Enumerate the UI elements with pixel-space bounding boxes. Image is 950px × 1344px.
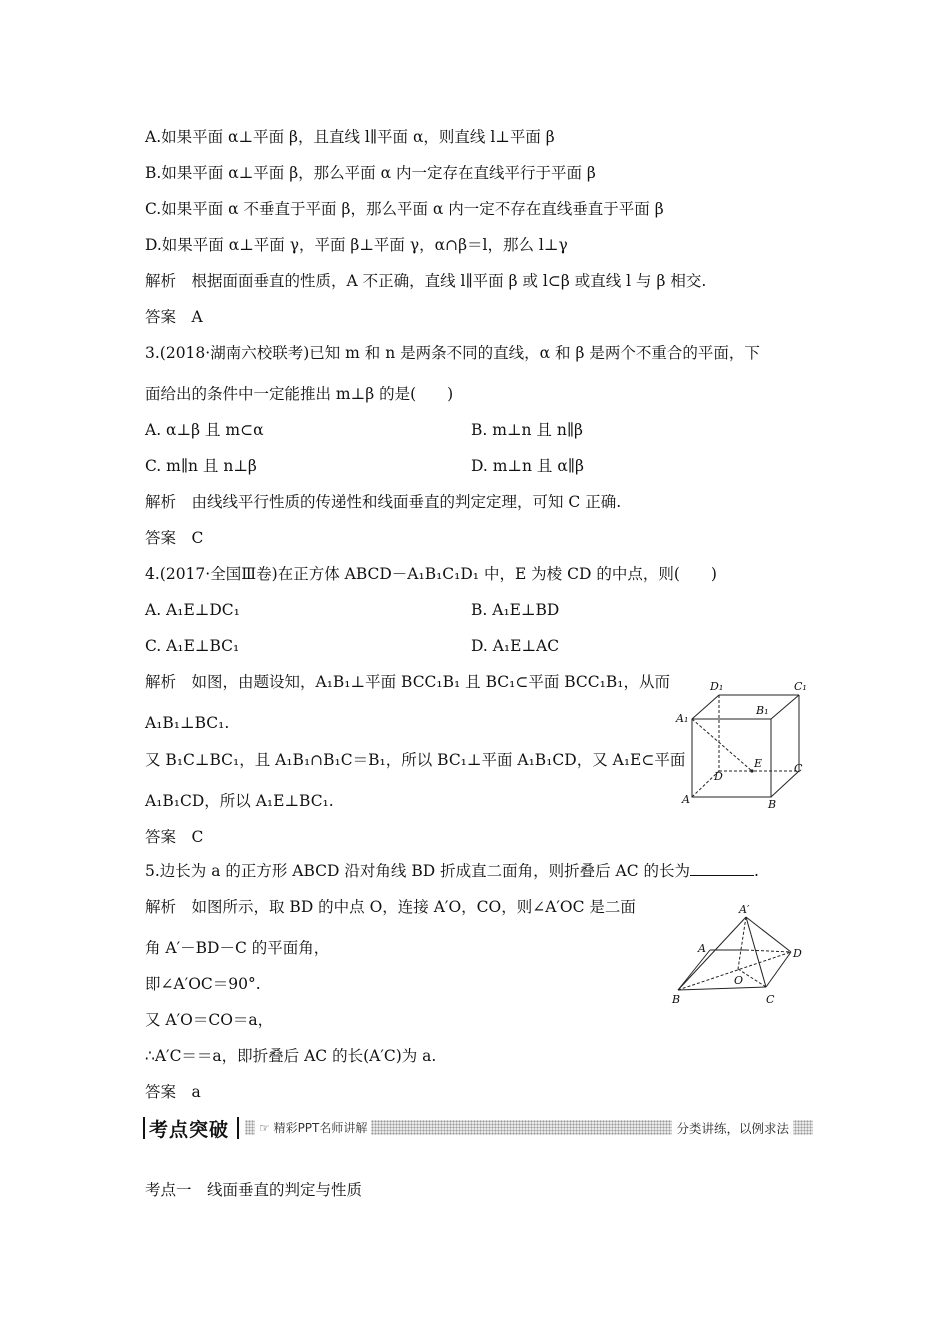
label-c-fold: C bbox=[766, 993, 775, 1006]
label-b: B bbox=[768, 798, 777, 809]
q3-answer: 答案 C bbox=[145, 529, 204, 547]
label-a1: A₁ bbox=[676, 712, 689, 725]
q4-analysis-line1: 解析 如图，由题设知，A₁B₁⊥平面 BCC₁B₁ 且 BC₁⊂平面 BCC₁B₁，从而 bbox=[145, 673, 670, 691]
q5-answer: 答案 a bbox=[145, 1083, 201, 1101]
edge-bc bbox=[678, 987, 766, 990]
cube-edge-a1d1 bbox=[692, 695, 719, 719]
q3-stem-line1: 3.(2018·湖南六校联考)已知 m 和 n 是两条不同的直线，α 和 β 是两个不重合的平面，下 bbox=[145, 344, 760, 362]
label-e: E bbox=[754, 757, 763, 770]
answer-blank bbox=[690, 861, 754, 876]
q5-analysis-line4: 又 A′O＝CO＝a， bbox=[145, 1011, 274, 1029]
q3-option-d: D. m⊥n 且 α∥β bbox=[471, 457, 584, 475]
band-right-text: 分类讲练，以例求法 bbox=[672, 1119, 793, 1137]
q3-option-b: B. m⊥n 且 n∥β bbox=[471, 421, 583, 439]
cube-hidden-a1e bbox=[692, 719, 752, 771]
edge-cd bbox=[766, 952, 791, 987]
q4-analysis-line3: 又 B₁C⊥BC₁，且 A₁B₁∩B₁C＝B₁，所以 BC₁⊥平面 A₁B₁CD，又 A₁E⊂平面 bbox=[145, 751, 686, 769]
cube-figure bbox=[672, 677, 812, 809]
label-b-fold: B bbox=[672, 993, 681, 1006]
q3-stem-line2: 面给出的条件中一定能推出 m⊥β 的是( ) bbox=[145, 385, 454, 403]
q3-option-a: A. α⊥β 且 m⊂α bbox=[145, 421, 264, 439]
q2-option-d: D.如果平面 α⊥平面 γ，平面 β⊥平面 γ，α∩β＝l，那么 l⊥γ bbox=[145, 236, 568, 254]
cube-edge-b1c1 bbox=[771, 695, 799, 719]
label-a-prime: A′ bbox=[739, 903, 750, 916]
edge-apc bbox=[746, 917, 766, 987]
section-heading: 考点一 线面垂直的判定与性质 bbox=[145, 1181, 363, 1199]
q5-analysis-line2: 角 A′－BD－C 的平面角， bbox=[145, 939, 330, 957]
label-c: C bbox=[794, 762, 803, 775]
band-divider bbox=[237, 1117, 239, 1139]
q2-option-c: C.如果平面 α 不垂直于平面 β，那么平面 α 内一定不存在直线垂直于平面 β bbox=[145, 200, 664, 218]
q3-option-c: C. m∥n 且 n⊥β bbox=[145, 457, 257, 475]
q5-analysis-line3: 即∠A′OC＝90°. bbox=[145, 975, 261, 993]
label-d1: D₁ bbox=[710, 680, 724, 693]
hidden-ad bbox=[746, 950, 791, 952]
label-a-fold: A bbox=[698, 942, 706, 955]
section-band bbox=[145, 1114, 813, 1142]
folded-square-figure bbox=[668, 902, 810, 1010]
q2-answer: 答案 A bbox=[145, 308, 203, 326]
q4-option-d: D. A₁E⊥AC bbox=[471, 637, 560, 655]
q4-option-b: B. A₁E⊥BD bbox=[471, 601, 560, 619]
q2-option-b: B.如果平面 α⊥平面 β，那么平面 α 内一定存在直线平行于平面 β bbox=[145, 164, 596, 182]
q3-analysis: 解析 由线线平行性质的传递性和线面垂直的判定定理，可知 C 正确. bbox=[145, 493, 622, 511]
q2-analysis: 解析 根据面面垂直的性质，A 不正确，直线 l∥平面 β 或 l⊂β 或直线 l 与 β 相交. bbox=[145, 272, 707, 290]
q2-option-a: A.如果平面 α⊥平面 β，且直线 l∥平面 α，则直线 l⊥平面 β bbox=[145, 128, 555, 146]
label-d: D bbox=[714, 770, 723, 783]
section-band-title: 考点突破 bbox=[149, 1119, 230, 1141]
q4-analysis-line2: A₁B₁⊥BC₁. bbox=[145, 714, 230, 732]
label-d-fold: D bbox=[793, 947, 802, 960]
q4-option-c: C. A₁E⊥BC₁ bbox=[145, 637, 240, 655]
q5-stem-end: . bbox=[753, 862, 759, 880]
band-left-text: ☞ 精彩PPT名师讲解 bbox=[255, 1119, 371, 1136]
q4-answer: 答案 C bbox=[145, 828, 204, 846]
band-left-divider bbox=[143, 1117, 145, 1139]
q5-analysis-line5: ∴A′C＝＝a，即折叠后 AC 的长(A′C)为 a. bbox=[145, 1047, 437, 1065]
q4-stem: 4.(2017·全国Ⅲ卷)在正方体 ABCD－A₁B₁C₁D₁ 中，E 为棱 CD 的中点，则( ) bbox=[145, 565, 717, 583]
label-a: A bbox=[682, 793, 690, 806]
label-c1: C₁ bbox=[794, 680, 807, 693]
q5-stem bbox=[145, 861, 759, 881]
q4-analysis-line4: A₁B₁CD，所以 A₁E⊥BC₁. bbox=[145, 792, 334, 810]
q4-option-a: A. A₁E⊥DC₁ bbox=[145, 601, 240, 619]
q5-analysis-line1: 解析 如图所示，取 BD 的中点 O，连接 A′O，CO，则∠A′OC 是二面 bbox=[145, 898, 636, 916]
q5-stem-text: 5.边长为 a 的正方形 ABCD 沿对角线 BD 折成直二面角，则折叠后 AC 的长为 bbox=[145, 862, 690, 880]
label-o: O bbox=[734, 974, 744, 987]
edge-apd bbox=[746, 917, 791, 952]
edge-ba bbox=[678, 950, 710, 990]
label-b1: B₁ bbox=[756, 704, 769, 717]
